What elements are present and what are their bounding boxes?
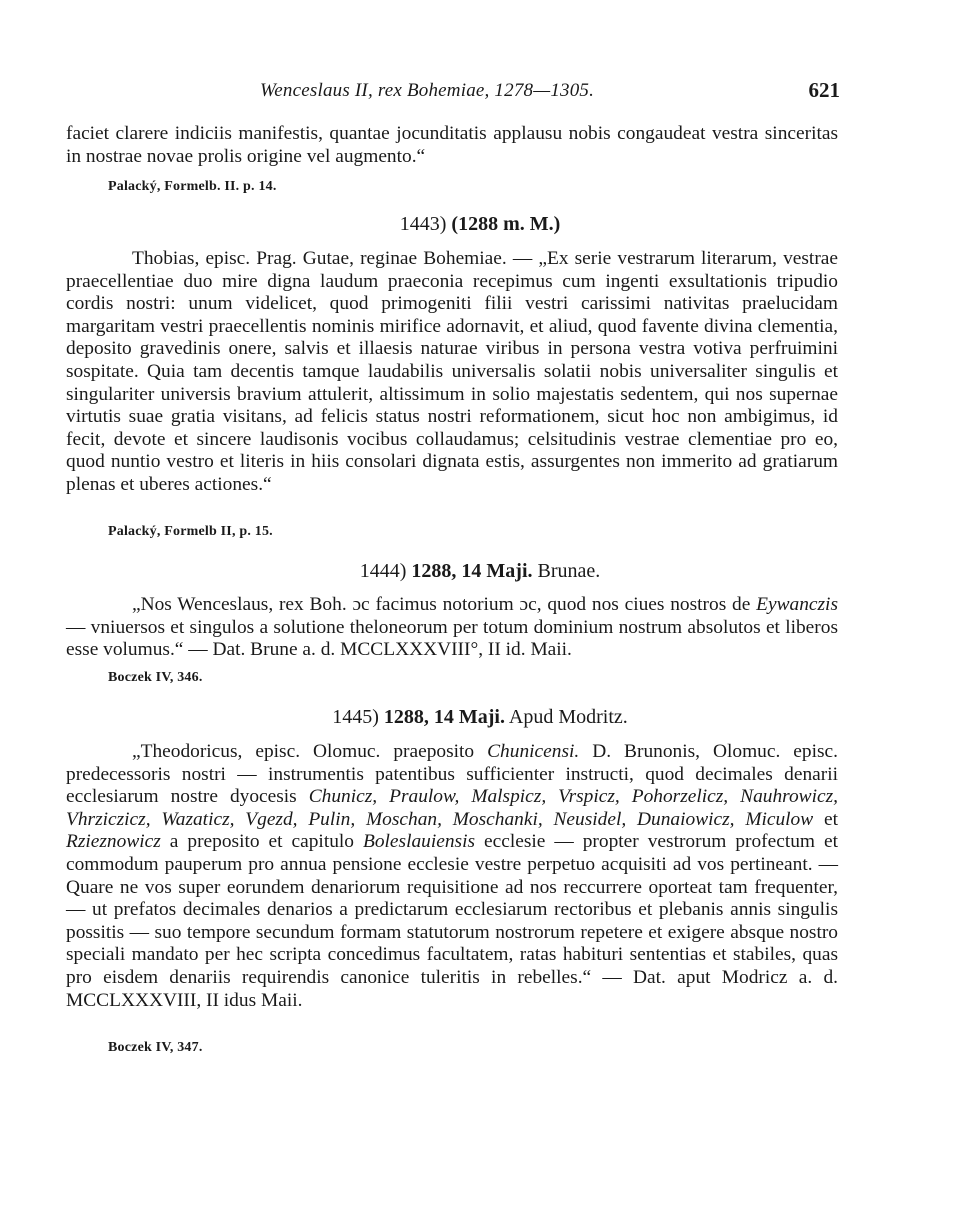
- entry-number: 1444): [359, 560, 407, 582]
- entry-heading-1444: [0, 560, 960, 583]
- entry-place: Apud Modritz.: [508, 706, 628, 728]
- entry-citation-1444: Boczek IV, 346.: [108, 670, 203, 685]
- entry-text-part: — vniuersos et singulos a solutione theloneorum per totum dominium nostrum absolutos et liberos esse volumus.“ — Dat. Brune a. d. MCCLXXXVIII°, II id. Maii.: [66, 616, 838, 661]
- entry-date: 1288, 14 Maji.: [411, 560, 533, 582]
- entry-text-part: „Nos Wenceslaus, rex Boh. ɔc facimus notorium ɔc, quod nos ciues nostros de: [132, 594, 757, 615]
- place-name: Boleslauiensis: [362, 831, 476, 853]
- entry-number: 1443): [399, 213, 447, 235]
- entry-body-1443: [66, 248, 838, 497]
- entry-number: 1445): [332, 706, 379, 728]
- entry-text-part: et: [813, 808, 838, 830]
- entry-text-part: „Theodoricus, episc. Olomuc. praeposito: [132, 741, 488, 762]
- entry-text: [66, 741, 838, 1012]
- entry-heading-1445: [0, 706, 960, 729]
- entry-citation-1445: Boczek IV, 347.: [108, 1040, 203, 1055]
- running-head: Wenceslaus II, rex Bohemiae, 1278—1305.: [260, 80, 595, 101]
- entry-text: Thobias, episc. Prag. Gutae, reginae Bohemiae. — „Ex serie vestrarum literarum, vestrae praecellentiae duo mire digna laudum praeconia recepimus cum ingenti exsultationis tripudio cordis nostri: unum videlicet, quod primogeniti filii vestri carissimi nativitas praelucidam margaritam vestri praecellentis nominis mirifice adornavit, et aliud, quod favente divina clementia, deposito gravedinis onere, salvis et illaesis naturae viribus in persona vestra votiva perfruimini sospitate. Quia tam decentis tamque laudabilis universalis solatii nobis universaliter singulis et singulariter universis bravium attulerit, altissimum in solio majestatis sedentem, qui nos supernae virtutis suae gratia visitans, ad felicis status nostri reformationem, sicut hoc non ambigimus, id fecit, devote et sincere laudisonis vocibus collaudamus; celsitudinis vestrae clementiae pro eo, quod nuntio vestro et literis in hiis consolari dignata estis, assurgentes non immerito ad gratiarum plenas et uberes actiones.“: [66, 248, 838, 495]
- continuation-citation: Palacký, Formelb. II. p. 14.: [108, 179, 277, 194]
- place-name: Chunicensi.: [487, 741, 580, 762]
- entry-heading-1443: [0, 213, 960, 236]
- entry-text-part: ecclesie — propter vestrorum profectum et commodum pauperum pro annua pensione ecclesie vestre perpetuo acquisiti ad vos pertineant. — Quare ne vos super eorundem denariorum requisitione ad nos reccurrere oporteat tam frequenter, — ut prefatos decimales denarios a predictarum ecclesiarum rectoribus et plebanis annis singulis possitis — suo tempore secundum formam statutorum nostrorum repetere et exigere absque nostro speciali mandato per hec scripta concedimus facultatem, ratas habituri sententias et stabiles, quas pro eisdem denariis requirendis canonice tuleritis in rebelles.“ — Dat. aput Modricz a. d. MCCLXXXVIII, II idus Maii.: [66, 831, 839, 1011]
- entry-text: [66, 594, 838, 662]
- entry-date: (1288 m. M.): [451, 213, 561, 235]
- entry-citation-1443: Palacký, Formelb II, p. 15.: [108, 524, 273, 539]
- place-names: Chunicz, Praulow, Malspicz, Vrspicz, Pohorzelicz, Nauhrowicz, Vhrziczicz, Wazaticz, Vgezd, Pulin, Moschan, Moschanki, Neusidel, Dunaiowicz, Miculow: [66, 786, 838, 830]
- page-header: [0, 80, 960, 110]
- entry-date: 1288, 14 Maji.: [383, 706, 505, 728]
- page-number: 621: [808, 78, 840, 102]
- entry-text-part: a preposito et capitulo: [160, 831, 363, 853]
- entry-body-1445: [66, 741, 838, 1012]
- entry-text-part: D. Brunonis, Olomuc. episc. predecessoris nostri — instrumentis patentibus sufficienter instructi, quod decimales denarii ecclesiarum nostre dyocesis: [66, 741, 838, 808]
- place-name: Rzieznowicz: [66, 831, 161, 853]
- entry-place: Brunae.: [537, 560, 601, 582]
- entry-body-1444: [66, 594, 838, 662]
- continuation-text: faciet clarere indiciis manifestis, quantae jocunditatis applausu nobis congaudeat vestra sinceritas in nostrae novae prolis origine vel augmento.“: [66, 123, 838, 167]
- place-name: Eywanczis: [756, 594, 838, 615]
- continuation-block: [66, 123, 838, 168]
